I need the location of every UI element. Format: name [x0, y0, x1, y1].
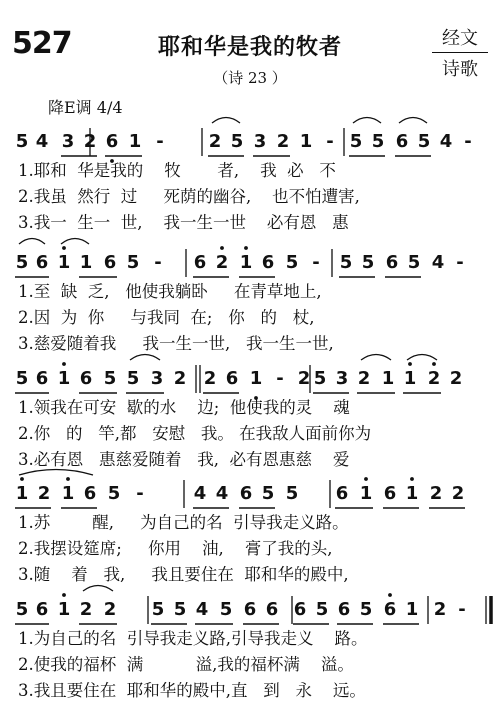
note-dash: -: [136, 483, 144, 504]
note-6: 6: [35, 252, 49, 273]
note-2: 2: [297, 368, 311, 389]
note-2: 2: [357, 368, 371, 389]
note-2: 2: [429, 483, 443, 504]
note-5: 5: [126, 368, 140, 389]
note-5: 5: [285, 483, 299, 504]
note-1: 1: [299, 131, 313, 152]
category-line-scripture: 经文: [432, 24, 488, 53]
lyric-verse-2: 2.我虽 然行 过 死荫的幽谷, 也不怕遭害,: [18, 187, 360, 206]
scripture-reference: （诗 23 ）: [213, 69, 287, 87]
note-3: 3: [253, 131, 267, 152]
note-5: 5: [103, 368, 117, 389]
note-4: 4: [439, 131, 453, 152]
note-1: 1: [15, 483, 29, 504]
note-1: 1: [405, 483, 419, 504]
note-6: 6: [385, 252, 399, 273]
note-2: 2: [83, 131, 97, 152]
lyric-verse-2: 2.你 的 竿,都 安慰 我。 在我敌人面前你为: [18, 424, 372, 443]
note-5: 5: [359, 599, 373, 620]
note-2: 2: [79, 599, 93, 620]
note-2: 2: [427, 368, 441, 389]
note-6: 6: [261, 252, 275, 273]
note-6: 6: [225, 368, 239, 389]
note-6: 6: [35, 368, 49, 389]
note-5: 5: [15, 599, 29, 620]
note-2: 2: [451, 483, 465, 504]
lyric-verse-1: 1.为自己的名 引导我走义路,引导我走义 路。: [18, 629, 368, 648]
lyric-verse-1: 1.苏 醒, 为自己的名 引导我走义路。: [18, 513, 349, 532]
note-4: 4: [215, 483, 229, 504]
octave-dot: [62, 362, 66, 366]
note-4: 4: [193, 483, 207, 504]
octave-dot: [62, 246, 66, 250]
note-6: 6: [105, 131, 119, 152]
octave-dot: [388, 593, 392, 597]
hymn-title: 耶和华是我的牧者: [157, 35, 342, 60]
octave-dot: [66, 477, 70, 481]
category-line-song: 诗歌: [442, 59, 478, 80]
note-dash: -: [154, 252, 162, 273]
slur-arc: [19, 239, 45, 245]
lyric-verse-2: 2.使我的福杯 满 溢,我的福杯满 溢。: [18, 655, 354, 674]
note-6: 6: [265, 599, 279, 620]
note-2: 2: [208, 131, 222, 152]
octave-dot: [20, 477, 24, 481]
note-5: 5: [361, 252, 375, 273]
note-5: 5: [107, 483, 121, 504]
note-2: 2: [215, 252, 229, 273]
note-1: 1: [57, 599, 71, 620]
note-1: 1: [403, 368, 417, 389]
slur-arc: [353, 118, 381, 124]
note-2: 2: [103, 599, 117, 620]
note-5: 5: [339, 252, 353, 273]
lyric-verse-1: 1.领我在可安 歇的水 边; 他使我的灵 魂: [18, 398, 350, 417]
octave-dot: [220, 246, 224, 250]
note-6: 6: [239, 483, 253, 504]
note-6: 6: [335, 483, 349, 504]
note-5: 5: [126, 252, 140, 273]
note-2: 2: [276, 131, 290, 152]
note-6: 6: [83, 483, 97, 504]
note-1: 1: [249, 368, 263, 389]
note-1: 1: [359, 483, 373, 504]
note-1: 1: [128, 131, 142, 152]
octave-dot: [364, 477, 368, 481]
note-dash: -: [464, 131, 472, 152]
note-3: 3: [150, 368, 164, 389]
octave-dot: [408, 362, 412, 366]
note-5: 5: [407, 252, 421, 273]
note-dash: -: [458, 599, 466, 620]
lyric-verse-3: 3.必有恩 惠慈爱随着 我, 必有恩惠慈 爱: [18, 450, 350, 469]
note-6: 6: [35, 599, 49, 620]
note-5: 5: [15, 252, 29, 273]
note-5: 5: [15, 131, 29, 152]
lyric-verse-1: 1.至 缺 乏, 他使我躺卧 在青草地上,: [18, 282, 322, 301]
octave-dot: [410, 477, 414, 481]
note-6: 6: [193, 252, 207, 273]
note-2: 2: [37, 483, 51, 504]
note-4: 4: [431, 252, 445, 273]
note-5: 5: [349, 131, 363, 152]
key-signature: 降E调 4/4: [48, 98, 123, 117]
slur-arc: [407, 355, 437, 361]
lyric-verse-1: 1.耶和 华是我的 牧 者, 我 必 不: [18, 161, 336, 180]
note-dash: -: [312, 252, 320, 273]
octave-dot: [62, 593, 66, 597]
lyric-verse-3: 3.随 着 我, 我且要住在 耶和华的殿中,: [18, 565, 349, 584]
note-6: 6: [383, 483, 397, 504]
note-1: 1: [57, 252, 71, 273]
octave-dot: [432, 362, 436, 366]
note-2: 2: [433, 599, 447, 620]
note-dash: -: [326, 131, 334, 152]
note-1: 1: [57, 368, 71, 389]
note-6: 6: [79, 368, 93, 389]
note-6: 6: [243, 599, 257, 620]
lyric-verse-2: 2.因 为 你 与我同 在; 你 的 杖,: [18, 308, 315, 327]
note-1: 1: [381, 368, 395, 389]
note-1: 1: [239, 252, 253, 273]
note-5: 5: [15, 368, 29, 389]
note-1: 1: [61, 483, 75, 504]
note-2: 2: [173, 368, 187, 389]
note-4: 4: [35, 131, 49, 152]
slur-arc: [361, 355, 391, 361]
note-dash: -: [156, 131, 164, 152]
note-5: 5: [219, 599, 233, 620]
note-5: 5: [173, 599, 187, 620]
note-3: 3: [61, 131, 75, 152]
note-dash: -: [456, 252, 464, 273]
slur-arc: [61, 239, 89, 245]
note-4: 4: [195, 599, 209, 620]
note-5: 5: [371, 131, 385, 152]
note-6: 6: [103, 252, 117, 273]
note-2: 2: [449, 368, 463, 389]
note-5: 5: [315, 599, 329, 620]
note-5: 5: [313, 368, 327, 389]
note-5: 5: [285, 252, 299, 273]
note-6: 6: [395, 131, 409, 152]
note-6: 6: [383, 599, 397, 620]
note-1: 1: [405, 599, 419, 620]
note-5: 5: [261, 483, 275, 504]
note-3: 3: [335, 368, 349, 389]
lyric-verse-3: 3.我且要住在 耶和华的殿中,直 到 永 远。: [18, 681, 366, 700]
note-2: 2: [203, 368, 217, 389]
note-1: 1: [79, 252, 93, 273]
lyric-verse-3: 3.慈爱随着我 我一生一世, 我一生一世,: [18, 334, 334, 353]
lyric-verse-3: 3.我一 生一 世, 我一生一世 必有恩 惠: [18, 213, 349, 232]
slur-arc: [130, 355, 160, 361]
note-5: 5: [230, 131, 244, 152]
slur-arc: [83, 586, 113, 592]
slur-arc: [399, 118, 427, 124]
octave-dot: [244, 246, 248, 250]
note-5: 5: [151, 599, 165, 620]
hymn-number: 527: [12, 26, 72, 61]
lyric-verse-2: 2.我摆设筵席; 你用 油, 膏了我的头,: [18, 539, 333, 558]
note-5: 5: [417, 131, 431, 152]
slur-arc: [212, 118, 240, 124]
note-6: 6: [337, 599, 351, 620]
note-dash: -: [276, 368, 284, 389]
note-6: 6: [293, 599, 307, 620]
